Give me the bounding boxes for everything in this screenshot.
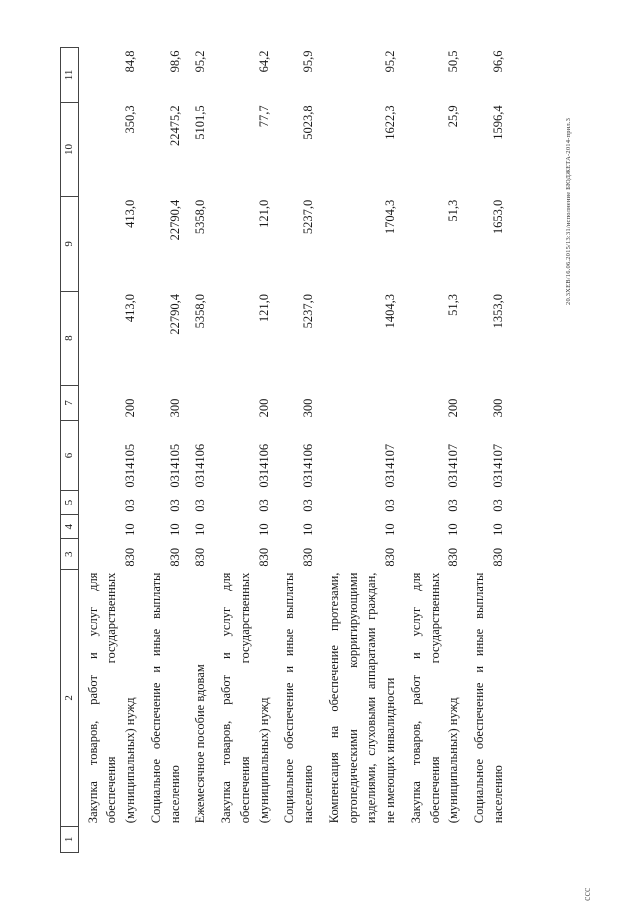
- cell-target-article: 0314105: [167, 443, 182, 488]
- cell-planned: 51,3: [446, 199, 461, 222]
- cell-target-article: 0314107: [383, 443, 397, 488]
- cell-admin-code: 830: [256, 547, 271, 567]
- cell-section: 10: [301, 523, 315, 536]
- cell-expense-type: 300: [490, 398, 505, 418]
- cell-subsection: 03: [446, 499, 461, 512]
- table-row: [212, 48, 275, 853]
- cell-percent: 64,2: [256, 50, 271, 73]
- cell-executed: 77,7: [256, 105, 271, 128]
- col-header-4: 4: [61, 515, 79, 539]
- cell-approved: 1404,3: [383, 294, 397, 329]
- cell-planned: 413,0: [123, 199, 137, 228]
- cell-approved: 413,0: [123, 294, 137, 323]
- cell-percent: 84,8: [123, 50, 137, 73]
- cell-executed: 350,3: [123, 105, 137, 134]
- table-row: [320, 48, 402, 853]
- cell-expense-type: 300: [301, 398, 315, 418]
- cell-target-article: 0314107: [446, 443, 461, 488]
- cell-approved: 1353,0: [490, 294, 505, 329]
- cell-section: 10: [446, 523, 461, 536]
- cell-admin-code: 830: [490, 547, 505, 567]
- cell-expense-type: 300: [167, 398, 182, 418]
- cell-section: 10: [490, 523, 505, 536]
- cell-approved: 5237,0: [301, 294, 315, 329]
- cell-planned: 121,0: [256, 199, 271, 228]
- col-header-9: 9: [61, 197, 79, 291]
- cell-executed: 22475,2: [167, 105, 182, 147]
- cell-expense-type: 200: [256, 398, 271, 418]
- row-name: Компенсация на обеспечение протезами, ортопедическими корригирующими изделиями, слуховыми аппаратами граждан, не имеющих инвалидности: [326, 572, 397, 824]
- row-name: Социальное обеспечение и иные выплаты населению: [148, 572, 182, 824]
- cell-target-article: 0314105: [123, 443, 137, 488]
- cell-executed: 1596,4: [490, 105, 505, 140]
- budget-table: [60, 47, 510, 853]
- cell-target-article: 0314106: [301, 443, 315, 488]
- cell-expense-type: 200: [446, 398, 461, 418]
- cell-subsection: 03: [301, 499, 315, 512]
- cell-planned: 1704,3: [383, 199, 397, 235]
- row-name: Закупка товаров, работ и услуг для обеспечения государственных (муниципальных) нужд: [85, 572, 137, 824]
- header-row: [61, 48, 79, 853]
- table-row: [465, 48, 510, 853]
- cell-executed: 5023,8: [301, 105, 315, 140]
- cell-section: 10: [193, 523, 208, 536]
- cell-percent: 50,5: [446, 50, 461, 73]
- row-name: Социальное обеспечение и иные выплаты населению: [282, 572, 315, 824]
- cell-approved: 121,0: [256, 294, 271, 323]
- cell-percent: 98,6: [167, 50, 182, 73]
- table-row: [402, 48, 465, 853]
- cell-target-article: 0314106: [193, 443, 208, 488]
- cell-admin-code: 830: [301, 547, 315, 567]
- cell-expense-type: [186, 385, 212, 420]
- table-row: [142, 48, 187, 853]
- col-header-11: 11: [61, 48, 79, 103]
- cell-subsection: 03: [123, 499, 137, 512]
- cell-section: 10: [167, 523, 182, 536]
- row-name: Социальное обеспечение и иные выплаты населению: [472, 572, 505, 824]
- cell-percent: 95,2: [383, 50, 397, 73]
- cell-target-article: 0314106: [256, 443, 271, 488]
- document-footer: 20.3XEB/16.06.2015/13:31/исполнение БЮДЖЕТА-2014-прил.3: [565, 117, 572, 305]
- cell-subsection: 03: [256, 499, 271, 512]
- cell-planned: 5237,0: [301, 199, 315, 235]
- cell-expense-type: [320, 385, 402, 420]
- row-name: Закупка товаров, работ и услуг для обеспечения государственных (муниципальных) нужд: [219, 572, 271, 824]
- cell-percent: 95,9: [301, 50, 315, 73]
- col-header-1: 1: [61, 826, 79, 852]
- cell-approved: 22790,4: [167, 294, 182, 335]
- cell-admin-code: 830: [383, 547, 397, 567]
- col-header-6: 6: [61, 420, 79, 490]
- col-header-5: 5: [61, 491, 79, 515]
- cell-planned: 5358,0: [193, 199, 208, 235]
- cell-executed: 5101,5: [193, 105, 208, 140]
- col-header-8: 8: [61, 291, 79, 385]
- cell-admin-code: 830: [123, 547, 137, 567]
- cell-expense-type: 200: [123, 398, 137, 418]
- cell-planned: 1653,0: [490, 199, 505, 235]
- cell-admin-code: 830: [167, 547, 182, 567]
- margin-mark: ссс: [582, 887, 593, 901]
- col-header-10: 10: [61, 102, 79, 196]
- row-name: Ежемесячное пособие вдовам: [193, 664, 208, 824]
- cell-percent: 95,2: [193, 50, 208, 73]
- cell-executed: 25,9: [446, 105, 461, 128]
- row-name: Закупка товаров, работ и услуг для обеспечения государственных (муниципальных) нужд: [408, 572, 461, 824]
- cell-planned: 22790,4: [167, 199, 182, 241]
- cell-section: 10: [383, 523, 397, 536]
- cell-admin-code: 830: [446, 547, 461, 567]
- col-header-3: 3: [61, 539, 79, 570]
- cell-executed: 1622,3: [383, 105, 397, 140]
- cell-section: 10: [123, 523, 137, 536]
- cell-subsection: 03: [490, 499, 505, 512]
- cell-percent: 96,6: [490, 50, 505, 73]
- cell-subsection: 03: [167, 499, 182, 512]
- cell-target-article: 0314107: [490, 443, 505, 488]
- cell-approved: 51,3: [446, 294, 461, 316]
- col-header-7: 7: [61, 385, 79, 420]
- cell-subsection: 03: [193, 499, 208, 512]
- table-row: [275, 48, 320, 853]
- cell-admin-code: 830: [193, 547, 208, 567]
- cell-section: 10: [256, 523, 271, 536]
- table-row: [78, 48, 142, 853]
- col-header-2: 2: [61, 570, 79, 827]
- cell-approved: 5358,0: [193, 294, 208, 329]
- cell-subsection: 03: [383, 499, 397, 512]
- table-row: [186, 48, 212, 853]
